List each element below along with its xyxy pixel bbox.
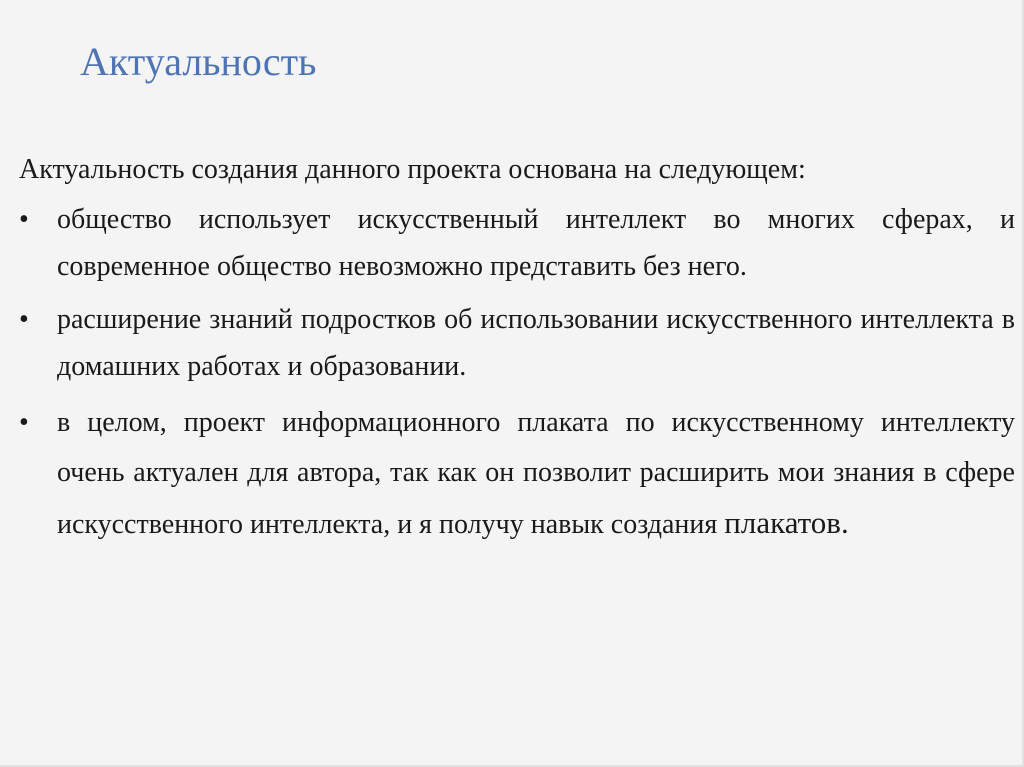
bullet-list [17,196,1015,550]
bullet-text-3-emphasis: плакатов. [724,505,849,540]
bullet-item-1 [17,196,1015,290]
bullet-mark-icon: • [19,204,29,235]
bullet-item-2 [17,296,1015,390]
bullet-mark-icon: • [19,304,29,335]
bullet-mark-icon: • [19,407,29,438]
slide-title: Актуальность [80,39,317,84]
intro-text: Актуальность создания данного проекта основана на следующем: [19,154,806,185]
bullet-text-3: в целом, проект информационного плаката по искусственному интеллекту очень актуален для автора, так как он позволит расширить мои знания в сфере искусственного интеллекта, и я получу навык создания [57,407,1015,540]
bullet-text-2: расширение знаний подростков об использовании искусственного интеллекта в домашних работах и образовании. [57,304,1015,382]
bullet-item-3 [17,398,1015,550]
bullet-text-1: общество использует искусственный интеллект во многих сферах, и современное общество невозможно представить без него. [57,204,1015,282]
